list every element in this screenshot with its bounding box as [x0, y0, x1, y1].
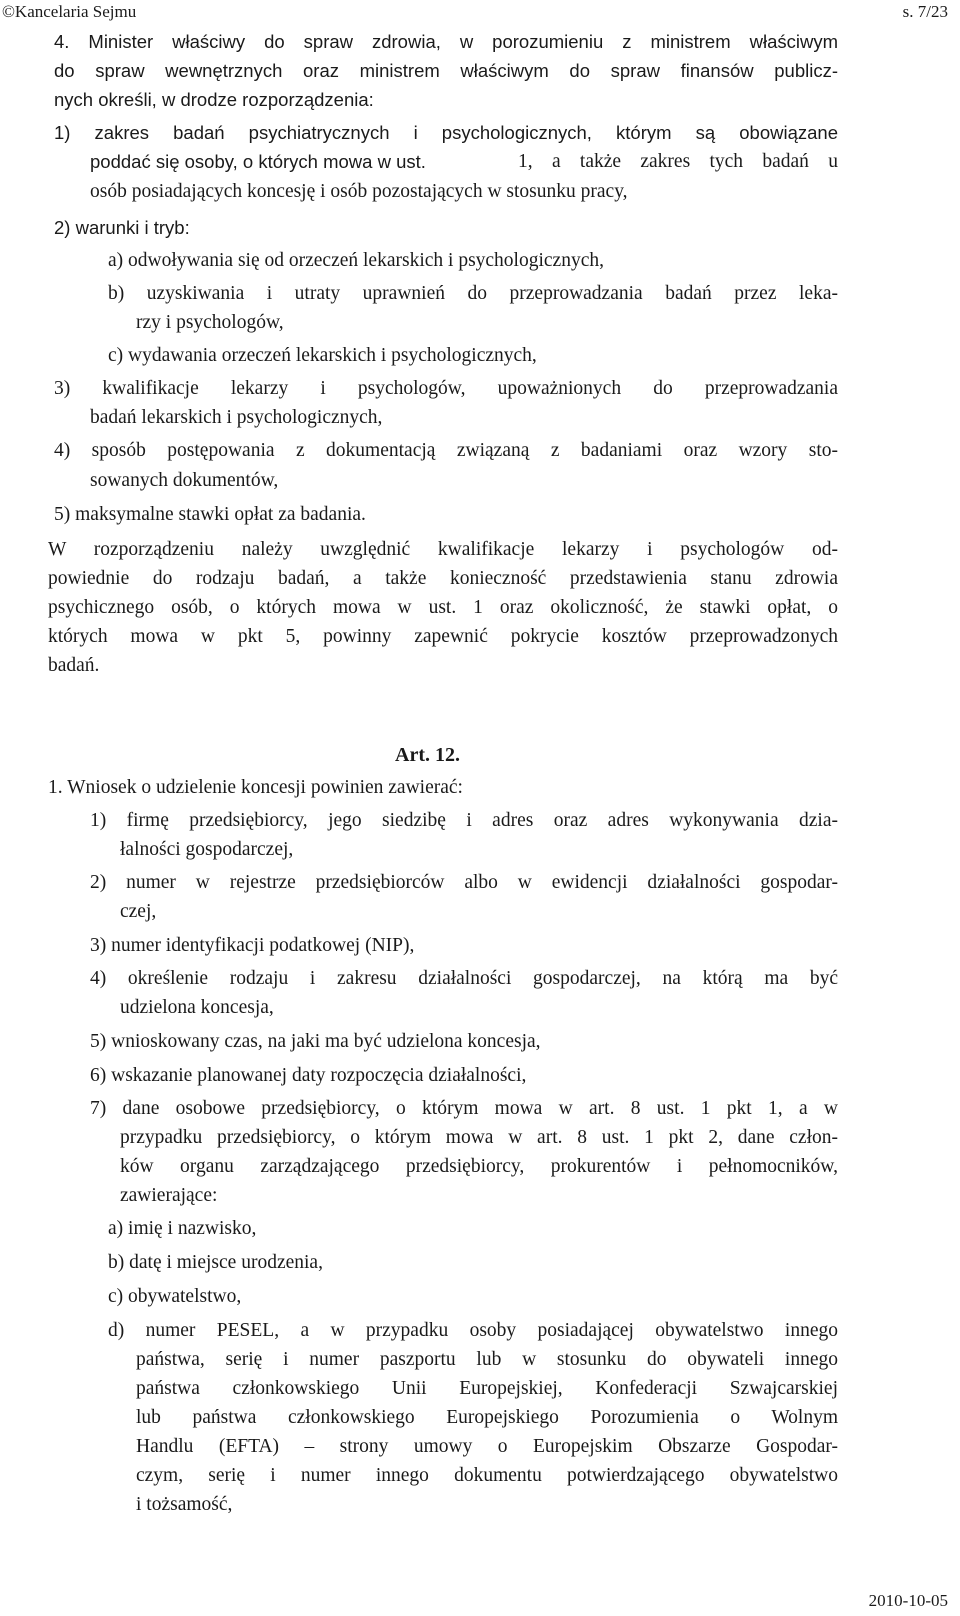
art-item-5: 5) wnioskowany czas, na jaki ma być udzielona koncesja, [90, 1031, 541, 1052]
art-item-7d-line-4: lub państwa członkowskiego Europejskiego Porozumienia o Wolnym [136, 1407, 838, 1428]
item-1-line-2b: 1, a także zakres tych badań u [518, 151, 838, 172]
art-item-7d-line-6: czym, serię i numer innego dokumentu potwierdzającego obywatelstwo [136, 1465, 838, 1486]
article-title: Art. 12. [395, 744, 460, 766]
paragraph-line-1: W rozporządzeniu należy uwzględnić kwalifikacje lekarzy i psychologów od- [48, 539, 838, 560]
art-item-7-line-4: zawierające: [120, 1185, 218, 1206]
art-item-3: 3) numer identyfikacji podatkowej (NIP), [90, 935, 415, 956]
item-2b-line-2: rzy i psychologów, [136, 312, 284, 333]
header-copyright: ©Kancelaria Sejmu [2, 2, 137, 21]
art-item-6: 6) wskazanie planowanej daty rozpoczęcia działalności, [90, 1065, 527, 1086]
art-item-7d-line-3: państwa członkowskiego Unii Europejskiej, Konfederacji Szwajcarskiej [136, 1378, 838, 1399]
art-item-7c: c) obywatelstwo, [108, 1286, 242, 1307]
art-item-7d-line-2: państwa, serię i numer paszportu lub w stosunku do obywateli innego [136, 1349, 838, 1370]
item-1-line-1: 1) zakres badań psychiatrycznych i psychologicznych, którym są obowiązane [54, 122, 838, 143]
art-item-1-line-1: 1) firmę przedsiębiorcy, jego siedzibę i adres oraz adres wykonywania dzia- [90, 810, 838, 831]
item-2: 2) warunki i tryb: [54, 217, 190, 238]
item-2c: c) wydawania orzeczeń lekarskich i psychologicznych, [108, 345, 537, 366]
paragraph-line-2: powiednie do rodzaju badań, a także konieczność przedstawienia stanu zdrowia [48, 568, 838, 589]
art-item-4-line-2: udzielona koncesja, [120, 997, 274, 1018]
art-item-1-line-2: łalności gospodarczej, [120, 839, 294, 860]
art-item-7-line-1: 7) dane osobowe przedsiębiorcy, o którym mowa w art. 8 ust. 1 pkt 1, a w [90, 1098, 838, 1119]
paragraph-line-3: psychicznego osób, o których mowa w ust. 1 oraz okoliczność, że stawki opłat, o [48, 597, 838, 618]
art-item-2-line-1: 2) numer w rejestrze przedsiębiorców albo w ewidencji działalności gospodar- [90, 872, 838, 893]
item-4-line-2: sowanych dokumentów, [90, 470, 279, 491]
item-1-line-2a: poddać się osoby, o których mowa w ust. [90, 151, 426, 172]
item-2a: a) odwoływania się od orzeczeń lekarskich i psychologicznych, [108, 250, 604, 271]
item-4-line-1: 4) sposób postępowania z dokumentacją związaną z badaniami oraz wzory sto- [54, 440, 838, 461]
section-4-line-1: 4. Minister właściwy do spraw zdrowia, w porozumieniu z ministrem właściwym [54, 31, 838, 52]
item-2b-line-1: b) uzyskiwania i utraty uprawnień do przeprowadzania badań przez leka- [108, 283, 838, 304]
paragraph-line-4: których mowa w pkt 5, powinny zapewnić pokrycie kosztów przeprowadzonych [48, 626, 838, 647]
art-item-7-line-2: przypadku przedsiębiorcy, o którym mowa w art. 8 ust. 1 pkt 2, dane człon- [120, 1127, 838, 1148]
item-5: 5) maksymalne stawki opłat za badania. [54, 504, 366, 525]
art-item-7d-line-5: Handlu (EFTA) – strony umowy o Europejskim Obszarze Gospodar- [136, 1436, 838, 1457]
art-item-7-line-3: ków organu zarządzającego przedsiębiorcy, prokurentów i pełnomocników, [120, 1156, 838, 1177]
art-item-7d-line-1: d) numer PESEL, a w przypadku osoby posiadającej obywatelstwo innego [108, 1320, 838, 1341]
item-3-line-2: badań lekarskich i psychologicznych, [90, 407, 383, 428]
article-intro: 1. Wniosek o udzielenie koncesji powinien zawierać: [48, 777, 463, 798]
item-1-line-3: osób posiadających koncesję i osób pozostających w stosunku pracy, [90, 181, 628, 202]
section-4-line-2: do spraw wewnętrznych oraz ministrem właściwym do spraw finansów publicz- [54, 60, 838, 81]
item-3-line-1: 3) kwalifikacje lekarzy i psychologów, upoważnionych do przeprowadzania [54, 378, 838, 399]
section-4-line-3: nych określi, w drodze rozporządzenia: [54, 89, 374, 110]
art-item-7d-line-7: i tożsamość, [136, 1494, 233, 1515]
art-item-4-line-1: 4) określenie rodzaju i zakresu działalności gospodarczej, na którą ma być [90, 968, 838, 989]
paragraph-line-5: badań. [48, 655, 100, 676]
art-item-7a: a) imię i nazwisko, [108, 1218, 257, 1239]
footer-date: 2010-10-05 [868, 1591, 948, 1610]
page-number: s. 7/23 [902, 2, 948, 21]
art-item-2-line-2: czej, [120, 901, 157, 922]
art-item-7b: b) datę i miejsce urodzenia, [108, 1252, 323, 1273]
